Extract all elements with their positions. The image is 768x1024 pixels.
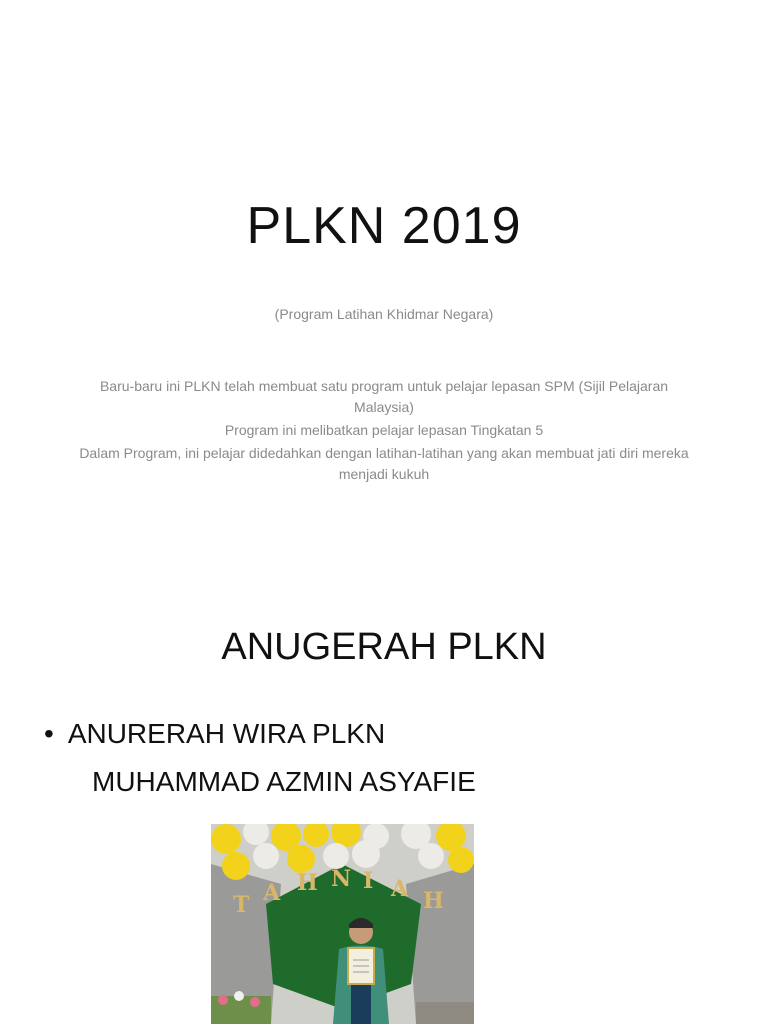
body-paragraph: Dalam Program, ini pelajar didedahkan dengan latihan-latihan yang akan membuat jati diri mereka menjadi kukuh [79, 445, 689, 482]
slide-title-heading: PLKN 2019 [246, 197, 522, 255]
bullet-item [44, 718, 385, 750]
slide-subtitle: (Program Latihan Khidmar Negara) [274, 306, 494, 322]
slide-heading: ANUGERAH PLKN [221, 626, 547, 668]
body-paragraph: Program ini melibatkan pelajar lepasan Tingkatan 5 [224, 422, 544, 438]
award-recipient-name: MUHAMMAD AZMIN ASYAFIE [92, 766, 476, 797]
svg-text:N: N [331, 866, 352, 892]
svg-text:T: T [233, 892, 250, 918]
svg-text:A: A [263, 880, 281, 906]
svg-text:H: H [297, 870, 318, 896]
bullet-icon: • [44, 718, 54, 749]
slide-body [70, 376, 698, 487]
award-photo [211, 824, 474, 1024]
slide-award [0, 576, 768, 1024]
award-photo-illustration [211, 824, 474, 1024]
body-paragraph: Baru-baru ini PLKN telah membuat satu program untuk pelajar lepasan SPM (Sijil Pelajaran Malaysia) [99, 378, 669, 415]
bullet-text: ANURERAH WIRA PLKN [67, 718, 386, 749]
svg-text:I: I [363, 868, 374, 894]
svg-text:A: A [391, 876, 409, 902]
svg-text:H: H [423, 888, 444, 914]
